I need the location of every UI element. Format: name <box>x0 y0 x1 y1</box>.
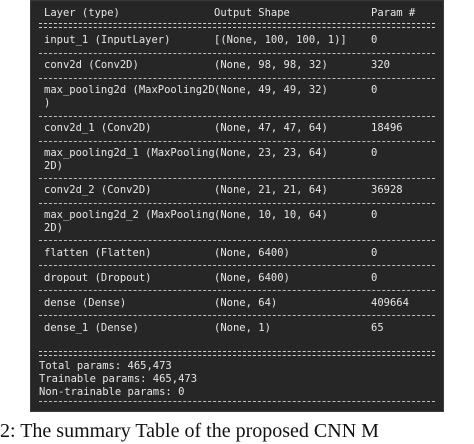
layer-name: conv2d_1 (Conv2D) <box>44 122 152 134</box>
output-shape: (None, 47, 47, 64) <box>214 122 328 134</box>
output-shape: (None, 23, 23, 64) <box>214 147 328 159</box>
param-count: 0 <box>371 209 378 221</box>
header-divider <box>39 23 435 28</box>
output-shape: (None, 6400) <box>214 247 290 259</box>
row-divider <box>39 203 435 204</box>
output-shape: (None, 98, 98, 32) <box>214 59 328 71</box>
header-output-shape: Output Shape <box>214 7 290 19</box>
param-count: 65 <box>371 322 384 334</box>
layer-name: flatten (Flatten) <box>44 247 152 259</box>
header-params: Param # <box>371 7 416 19</box>
header-layer: Layer (type) <box>44 7 120 19</box>
row-divider <box>39 178 435 179</box>
param-count: 409664 <box>371 297 409 309</box>
trainable-params: Trainable params: 465,473 <box>39 373 198 385</box>
output-shape: (None, 10, 10, 64) <box>214 209 328 221</box>
row-divider <box>39 78 435 79</box>
output-shape: [(None, 100, 100, 1)] <box>214 34 347 46</box>
param-count: 0 <box>371 272 378 284</box>
output-shape: (None, 21, 21, 64) <box>214 184 328 196</box>
layer-name: input_1 (InputLayer) <box>44 34 171 46</box>
layer-name: dense (Dense) <box>44 297 127 309</box>
footer-divider-bottom <box>39 401 435 402</box>
param-count: 0 <box>371 247 378 259</box>
output-shape: (None, 6400) <box>214 272 290 284</box>
param-count: 320 <box>371 59 390 71</box>
param-count: 0 <box>371 147 378 159</box>
output-shape: (None, 1) <box>214 322 271 334</box>
output-shape: (None, 64) <box>214 297 278 309</box>
layer-name: max_pooling2d_1 (MaxPooling 2D) <box>44 147 215 172</box>
output-shape: (None, 49, 49, 32) <box>214 84 328 96</box>
param-count: 0 <box>371 84 378 96</box>
layer-name: conv2d_2 (Conv2D) <box>44 184 152 196</box>
total-params: Total params: 465,473 <box>39 360 172 372</box>
non-trainable-params: Non-trainable params: 0 <box>39 386 185 398</box>
layer-name: dense_1 (Dense) <box>44 322 139 334</box>
row-divider <box>39 265 435 266</box>
model-summary-panel <box>30 0 444 412</box>
figure-caption: 2: The summary Table of the proposed CNN M <box>0 420 379 442</box>
footer-divider-top <box>39 351 435 356</box>
row-divider <box>39 240 435 241</box>
param-count: 36928 <box>371 184 403 196</box>
row-divider <box>39 290 435 291</box>
row-divider <box>39 53 435 54</box>
row-divider <box>39 116 435 117</box>
layer-name: max_pooling2d_2 (MaxPooling 2D) <box>44 209 215 234</box>
row-divider <box>39 315 435 316</box>
layer-name: conv2d (Conv2D) <box>44 59 139 71</box>
layer-name: dropout (Dropout) <box>44 272 152 284</box>
param-count: 18496 <box>371 122 403 134</box>
table-header <box>31 7 443 21</box>
row-divider <box>39 141 435 142</box>
layer-name: max_pooling2d (MaxPooling2D ) <box>44 84 215 109</box>
param-count: 0 <box>371 34 378 46</box>
